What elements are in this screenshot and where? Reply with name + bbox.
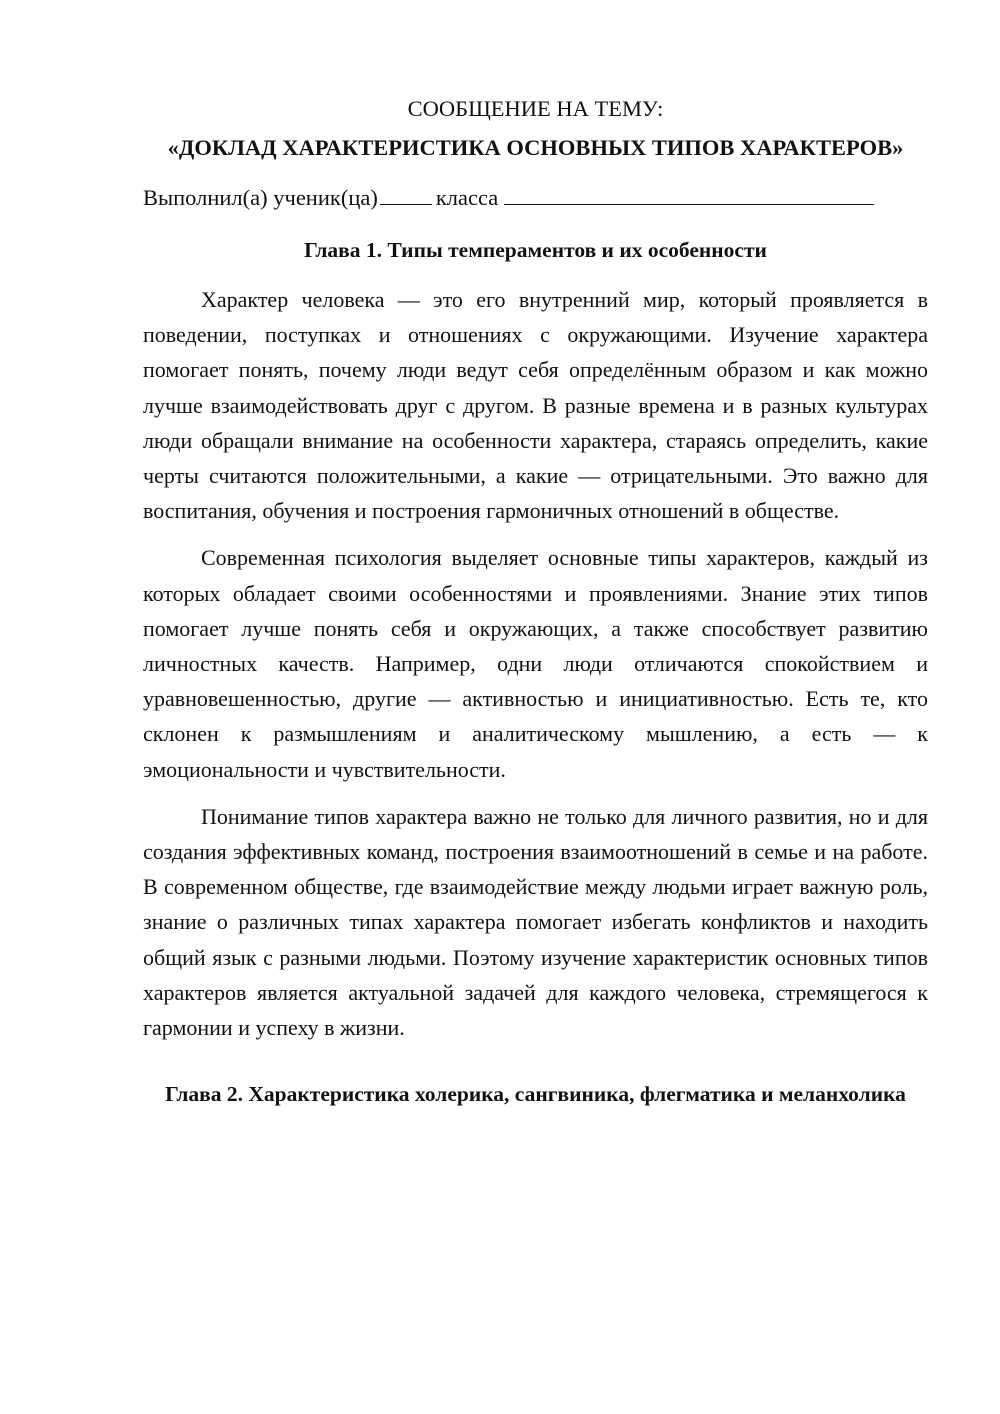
paragraph: Понимание типов характера важно не только для личного развития, но и для создания эффективных команд, построения взаимоотношений в семье и на работе. В современном обществе, где взаимодействие между людьми играет важную роль, знание о различных типах характера помогает избегать конфликтов и находить общий язык с разными людьми. Поэтому изучение характеристик основных типов характеров является актуальной задачей для каждого человека, стремящегося к гармонии и успеху в жизни.: [143, 803, 928, 1041]
document-title: «ДОКЛАД ХАРАКТЕРИСТИКА ОСНОВНЫХ ТИПОВ ХАРАКТЕРОВ»: [167, 135, 904, 160]
author-line: [143, 180, 928, 215]
paragraph: Характер человека — это его внутренний мир, который проявляется в поведении, поступках и отношениях с окружающими. Изучение характера помогает понять, почему люди ведут себя определённым образом и как можно лучше взаимодействовать друг с другом. В разные времена и в разных культурах люди обращали внимание на особенности характера, стараясь определить, какие черты считаются положительными, а какие — отрицательными. Это важно для воспитания, обучения и построения гармоничных отношений в обществе.: [143, 287, 928, 524]
chapter-heading: Глава 1. Типы темпераментов и их особенности: [304, 238, 767, 262]
message-label: СООБЩЕНИЕ НА ТЕМУ:: [407, 96, 664, 121]
class-number-blank: [380, 184, 432, 205]
student-name-blank: [504, 184, 874, 205]
document-page: [143, 88, 928, 1112]
chapter-heading: Глава 2. Характеристика холерика, сангвиника, флегматика и меланхолика: [165, 1082, 906, 1107]
performed-by-label: Выполнил(а) ученик(ца): [143, 185, 378, 210]
class-label: класса: [435, 185, 499, 210]
paragraph: Современная психология выделяет основные типы характеров, каждый из которых обладает своими особенностями и проявлениями. Знание этих типов помогает лучше понять себя и окружающих, а также способствует развитию личностных качеств. Например, одни люди отличаются спокойствием и уравновешенностью, другие — активностью и инициативностью. Есть те, кто склонен к размышлениям и аналитическому мышлению, а есть — к эмоциональности и чувствительности.: [143, 545, 928, 782]
